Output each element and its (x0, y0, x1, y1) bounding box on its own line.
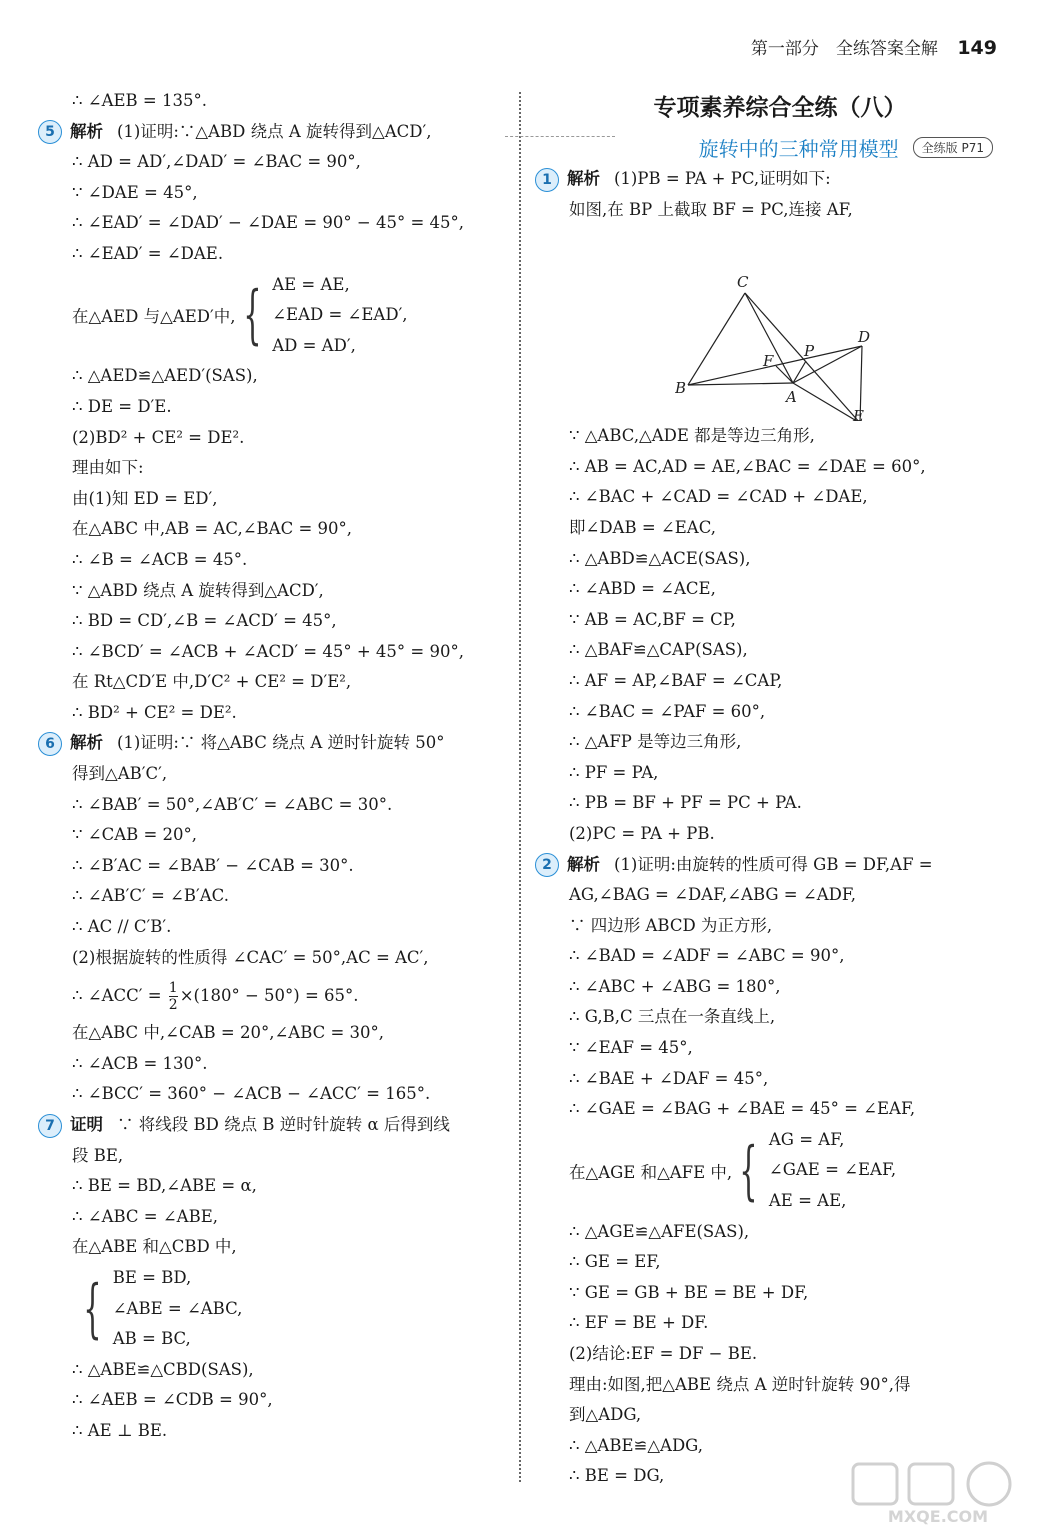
text-line: ∴ △ABE≌△CBD(SAS), (72, 1359, 254, 1379)
brace-symbol: { (83, 1271, 102, 1346)
page-reference-badge: 全练版 P71 (913, 137, 993, 158)
text-line: ∴ ∠BAE + ∠DAF = 45°, (569, 1068, 769, 1088)
text-line: (1)证明:∵ 将△ABC 绕点 A 逆时针旋转 50° (117, 733, 445, 753)
text-line: (2)结论:EF = DF − BE. (569, 1344, 758, 1363)
system-lines (268, 270, 407, 362)
text-line: (1)PB = PA + PC,证明如下: (614, 169, 831, 188)
system-line: ∠EAD = ∠EAD′, (272, 305, 408, 325)
question-number-badge: 7 (38, 1114, 62, 1138)
fraction-suffix: ×(180° − 50°) = 65°. (179, 986, 359, 1006)
system-line: ∠GAE = ∠EAF, (768, 1160, 897, 1180)
label-F: F (763, 352, 774, 371)
fraction-denominator: 2 (168, 997, 178, 1014)
text-line: ∵ 将线段 BD 绕点 B 逆时针旋转 α 后得到线 (117, 1115, 450, 1134)
text-line: ∵ △ABD 绕点 A 旋转得到△ACD′, (72, 580, 324, 600)
subtitle-row (535, 130, 993, 164)
question-head (38, 117, 508, 148)
text-line: ∴ △AGE≌△AFE(SAS), (569, 1221, 750, 1241)
text-line: ∴ ∠EAD′ = ∠DAD′ − ∠DAE = 90° − 45° = 45°, (72, 213, 465, 233)
section-heading: 专项素养综合全练（八） (653, 95, 907, 121)
text-line: 由(1)知 ED = ED′, (72, 488, 218, 508)
label-B: B (675, 379, 687, 398)
text-line: ∵ ∠CAB = 20°, (72, 825, 198, 845)
text-line: ∴ ∠ABC = ∠ABE, (72, 1206, 219, 1226)
text-line: ∵ AB = AC,BF = CP, (569, 609, 736, 629)
label-D: D (858, 328, 871, 347)
column-divider (519, 92, 521, 1482)
answer-tag: 解析 (567, 169, 600, 188)
text-line: ∴ △ABE≌△ADG, (569, 1435, 704, 1455)
watermark-logo (843, 1458, 1033, 1528)
text-line: ∴ PB = BF + PF = PC + PA. (569, 793, 802, 813)
text-line: ∴ AB = AC,AD = AE,∠BAC = ∠DAE = 60°, (569, 456, 926, 476)
text-line: 在△ABC 中,∠CAB = 20°,∠ABC = 30°, (72, 1023, 385, 1043)
text-line: ∴ △AFP 是等边三角形, (569, 732, 742, 752)
text-line (38, 973, 508, 1018)
text-line: ∴ ∠B′AC = ∠BAB′ − ∠CAB = 30°. (72, 855, 354, 875)
label-C: C (737, 273, 749, 292)
text-line: 如图,在 BP 上截取 BF = PC,连接 AF, (569, 199, 853, 219)
text-line: (1)证明:∵△ABD 绕点 A 旋转得到△ACD′, (117, 121, 432, 141)
text-line: 在△ABE 和△CBD 中, (72, 1237, 237, 1257)
label-A: A (786, 388, 797, 407)
text-line: ∴ AE ⊥ BE. (72, 1420, 168, 1440)
text-line: ∴ ∠B = ∠ACB = 45°. (72, 549, 248, 569)
equation-system (535, 1125, 1005, 1217)
text-line: ∴ DE = D′E. (72, 396, 172, 416)
text-line: 理由如下: (72, 458, 144, 478)
text-line: ∴ ∠ACB = 130°. (72, 1053, 208, 1073)
text-line: ∴ △AED≌△AED′(SAS), (72, 366, 258, 386)
answer-tag: 解析 (567, 854, 600, 874)
text-line: ∴ ∠ABD = ∠ACE, (569, 579, 716, 599)
text-line: (2)PC = PA + PB. (569, 823, 715, 843)
text-line: ∴ ∠BAB′ = 50°,∠AB′C′ = ∠ABC = 30°. (72, 794, 393, 814)
text-line: ∴ △ABD≌△ACE(SAS), (569, 548, 751, 568)
brace-symbol: { (739, 1133, 758, 1208)
text-line: ∴ ∠AB′C′ = ∠B′AC. (72, 886, 229, 906)
svg-text:MXQE.COM: MXQE.COM (887, 1507, 989, 1526)
text-line: 段 BE, (72, 1145, 124, 1165)
text-line: 在△ABC 中,AB = AC,∠BAC = 90°, (72, 519, 353, 539)
system-line: AE = AE, (272, 274, 350, 294)
text-line: (1)证明:由旋转的性质可得 GB = DF,AF = (614, 854, 933, 874)
text-line: ∴ AF = AP,∠BAF = ∠CAP, (569, 670, 783, 690)
answer-tag: 解析 (70, 121, 103, 141)
geometry-figure (535, 225, 1005, 421)
right-block-1 (535, 164, 1005, 225)
text-line: ∴ GE = EF, (569, 1252, 661, 1272)
text-line: ∴ BE = DG, (569, 1466, 665, 1486)
text-line: ∴ EF = BE + DF. (569, 1313, 709, 1333)
text-line: ∴ ∠ABC + ∠ABG = 180°, (569, 976, 781, 996)
brace-symbol: { (242, 278, 262, 353)
equation-system (38, 270, 508, 362)
right-column (535, 86, 1005, 1492)
label-P: P (804, 342, 815, 361)
text-line: ∵ ∠DAE = 45°, (72, 182, 198, 202)
question-head (535, 850, 1005, 881)
text-line: 在 Rt△CD′E 中,D′C² + CE² = D′E², (72, 672, 352, 692)
text-line: (2)根据旋转的性质得 ∠CAC′ = 50°,AC = AC′, (72, 947, 429, 967)
text-line: 即∠DAB = ∠EAC, (569, 517, 716, 537)
text-line: ∵ △ABC,△ADE 都是等边三角形, (569, 426, 815, 446)
text-line: ∴ ∠BCC′ = 360° − ∠ACB − ∠ACC′ = 165°. (72, 1084, 431, 1104)
text-line: ∴ ∠BAC = ∠PAF = 60°, (569, 701, 766, 721)
answer-tag: 证明 (70, 1115, 103, 1134)
system-lines (765, 1125, 896, 1217)
question-number-badge: 2 (535, 853, 559, 877)
system-intro: 在△AGE 和△AFE 中, (569, 1162, 733, 1182)
question-number-badge: 5 (38, 120, 62, 144)
text-line: ∴ G,B,C 三点在一条直线上, (569, 1007, 776, 1027)
text-line: ∴ ∠AEB = 135°. (72, 91, 207, 110)
page-number: 149 (957, 37, 997, 59)
system-line: BE = BD, (112, 1267, 192, 1287)
text-line: AG,∠BAG = ∠DAF,∠ABG = ∠ADF, (569, 885, 856, 905)
triangle-diagram (675, 225, 875, 421)
system-line: AG = AF, (768, 1129, 845, 1149)
fraction-numerator: 1 (168, 980, 178, 997)
text-line: ∵ ∠EAF = 45°, (569, 1038, 693, 1058)
question-head (38, 728, 508, 759)
left-column (38, 86, 508, 1447)
system-lines (109, 1263, 243, 1355)
text-line: 理由:如图,把△ABE 绕点 A 逆时针旋转 90°,得 (569, 1374, 911, 1394)
text-line: ∴ AD = AD′,∠DAD′ = ∠BAC = 90°, (72, 152, 361, 172)
text-line: ∴ AC // C′B′. (72, 917, 172, 937)
text-line: ∴ BE = BD,∠ABE = α, (72, 1176, 257, 1196)
question-head (535, 164, 1005, 195)
text-line: ∴ ∠BAD = ∠ADF = ∠ABC = 90°, (569, 946, 845, 966)
right-block-2 (535, 421, 1005, 1492)
text-line: 得到△AB′C′, (72, 764, 168, 784)
text-line: ∴ ∠EAD′ = ∠DAE. (72, 243, 224, 263)
system-line: AB = BC, (112, 1329, 191, 1349)
text-line: ∴ ∠AEB = ∠CDB = 90°, (72, 1390, 273, 1410)
text-line: ∴ ∠GAE = ∠BAG + ∠BAE = 45° = ∠EAF, (569, 1099, 916, 1119)
page-header (751, 34, 997, 59)
text-line: ∵ GE = GB + BE = BE + DF, (569, 1282, 809, 1302)
text-line: ∴ ∠BCD′ = ∠ACB + ∠ACD′ = 45° + 45° = 90°, (72, 641, 464, 661)
text-line: ∴ BD = CD′,∠B = ∠ACD′ = 45°, (72, 611, 337, 631)
answer-tag: 解析 (70, 733, 103, 753)
system-line: AD = AD′, (272, 335, 356, 355)
fraction (169, 980, 178, 1013)
section-title: 第一部分 全练答案全解 (750, 39, 938, 59)
fraction-prefix: ∴ ∠ACC′ = (72, 986, 167, 1006)
equation-system (38, 1263, 508, 1355)
question-head (38, 1110, 508, 1141)
text-line: (2)BD² + CE² = DE². (72, 427, 245, 447)
text-line: ∴ △BAF≌△CAP(SAS), (569, 640, 748, 660)
question-number-badge: 6 (38, 732, 62, 756)
subtitle: 旋转中的三种常用模型 (698, 136, 899, 161)
text-line: ∴ PF = PA, (569, 762, 659, 782)
text-line: ∴ ∠BAC + ∠CAD = ∠CAD + ∠DAE, (569, 487, 868, 507)
system-line: AE = AE, (768, 1191, 847, 1211)
text-line: ∴ BD² + CE² = DE². (72, 702, 237, 722)
label-E: E (853, 407, 864, 422)
text-line: 到△ADG, (569, 1405, 642, 1425)
text-line: ∵ 四边形 ABCD 为正方形, (569, 915, 773, 935)
system-line: ∠ABE = ∠ABC, (112, 1298, 243, 1318)
question-number-badge: 1 (535, 168, 559, 192)
system-intro: 在△AED 与△AED′中, (72, 307, 236, 327)
